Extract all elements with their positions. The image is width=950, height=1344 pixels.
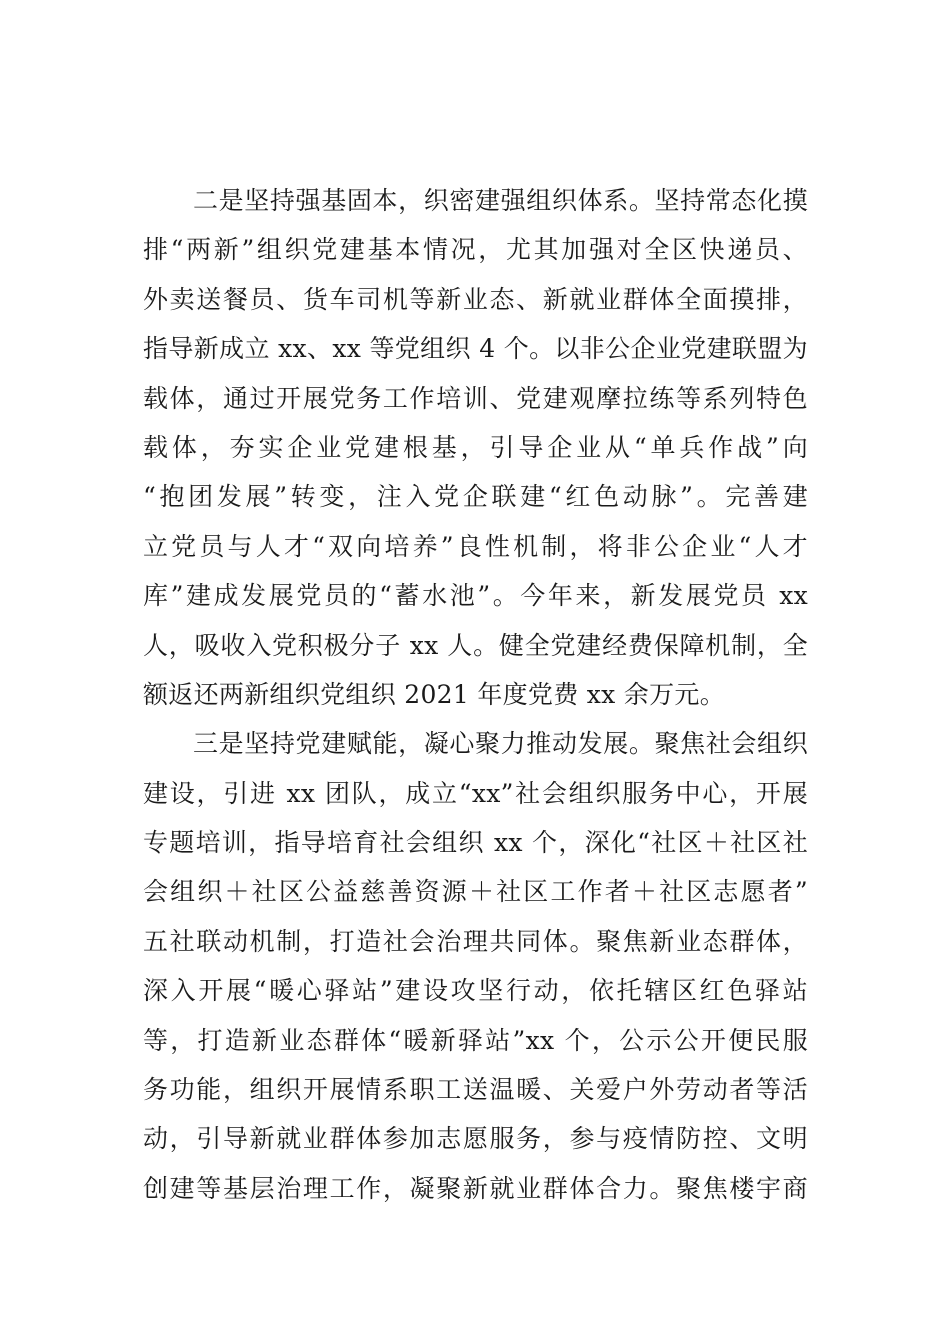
- paragraph-line: “抱团发展”转变，注入党企联建“红色动脉”。完善建: [143, 482, 808, 512]
- paragraph-line: 五社联动机制，打造社会治理共同体。聚焦新业态群体，: [143, 926, 808, 956]
- paragraph-line: 会组织＋社区公益慈善资源＋社区工作者＋社区志愿者”: [143, 877, 808, 907]
- paragraph-line: 载体，夯实企业党建根基，引导企业从“单兵作战”向: [143, 432, 808, 462]
- document-body: [143, 176, 808, 1213]
- paragraph-line: 建设，引进 xx 团队，成立“xx”社会组织服务中心，开展: [143, 778, 808, 808]
- paragraph-line: 专题培训，指导培育社会组织 xx 个，深化“社区＋社区社: [143, 828, 808, 858]
- paragraph-line: 载体，通过开展党务工作培训、党建观摩拉练等系列特色: [143, 383, 808, 413]
- paragraph-1: [143, 176, 808, 719]
- paragraph-line: 立党员与人才“双向培养”良性机制，将非公企业“人才: [143, 531, 808, 561]
- paragraph-line: 额返还两新组织党组织 2021 年度党费 xx 余万元。: [143, 679, 726, 709]
- paragraph-line: 外卖送餐员、货车司机等新业态、新就业群体全面摸排，: [143, 284, 808, 314]
- paragraph-line: 二是坚持强基固本，织密建强组织体系。坚持常态化摸: [193, 186, 808, 215]
- paragraph-line: 排“两新”组织党建基本情况，尤其加强对全区快递员、: [143, 235, 808, 265]
- paragraph-line: 创建等基层治理工作，凝聚新就业群体合力。聚焦楼宇商: [143, 1173, 808, 1203]
- paragraph-line: 等，打造新业态群体“暖新驿站”xx 个，公示公开便民服: [143, 1025, 808, 1055]
- paragraph-line: 指导新成立 xx、xx 等党组织 4 个。以非公企业党建联盟为: [143, 334, 808, 364]
- paragraph-line: 人，吸收入党积极分子 xx 人。健全党建经费保障机制，全: [143, 630, 808, 660]
- paragraph-2: [143, 719, 808, 1213]
- paragraph-line: 务功能，组织开展情系职工送温暖、关爱户外劳动者等活: [143, 1075, 808, 1105]
- paragraph-line: 三是坚持党建赋能，凝心聚力推动发展。聚焦社会组织: [193, 729, 808, 759]
- paragraph-line: 库”建成发展党员的“蓄水池”。今年来，新发展党员 xx: [143, 581, 808, 611]
- paragraph-line: 深入开展“暖心驿站”建设攻坚行动，依托辖区红色驿站: [143, 976, 808, 1006]
- paragraph-line: 动，引导新就业群体参加志愿服务，参与疫情防控、文明: [143, 1124, 808, 1154]
